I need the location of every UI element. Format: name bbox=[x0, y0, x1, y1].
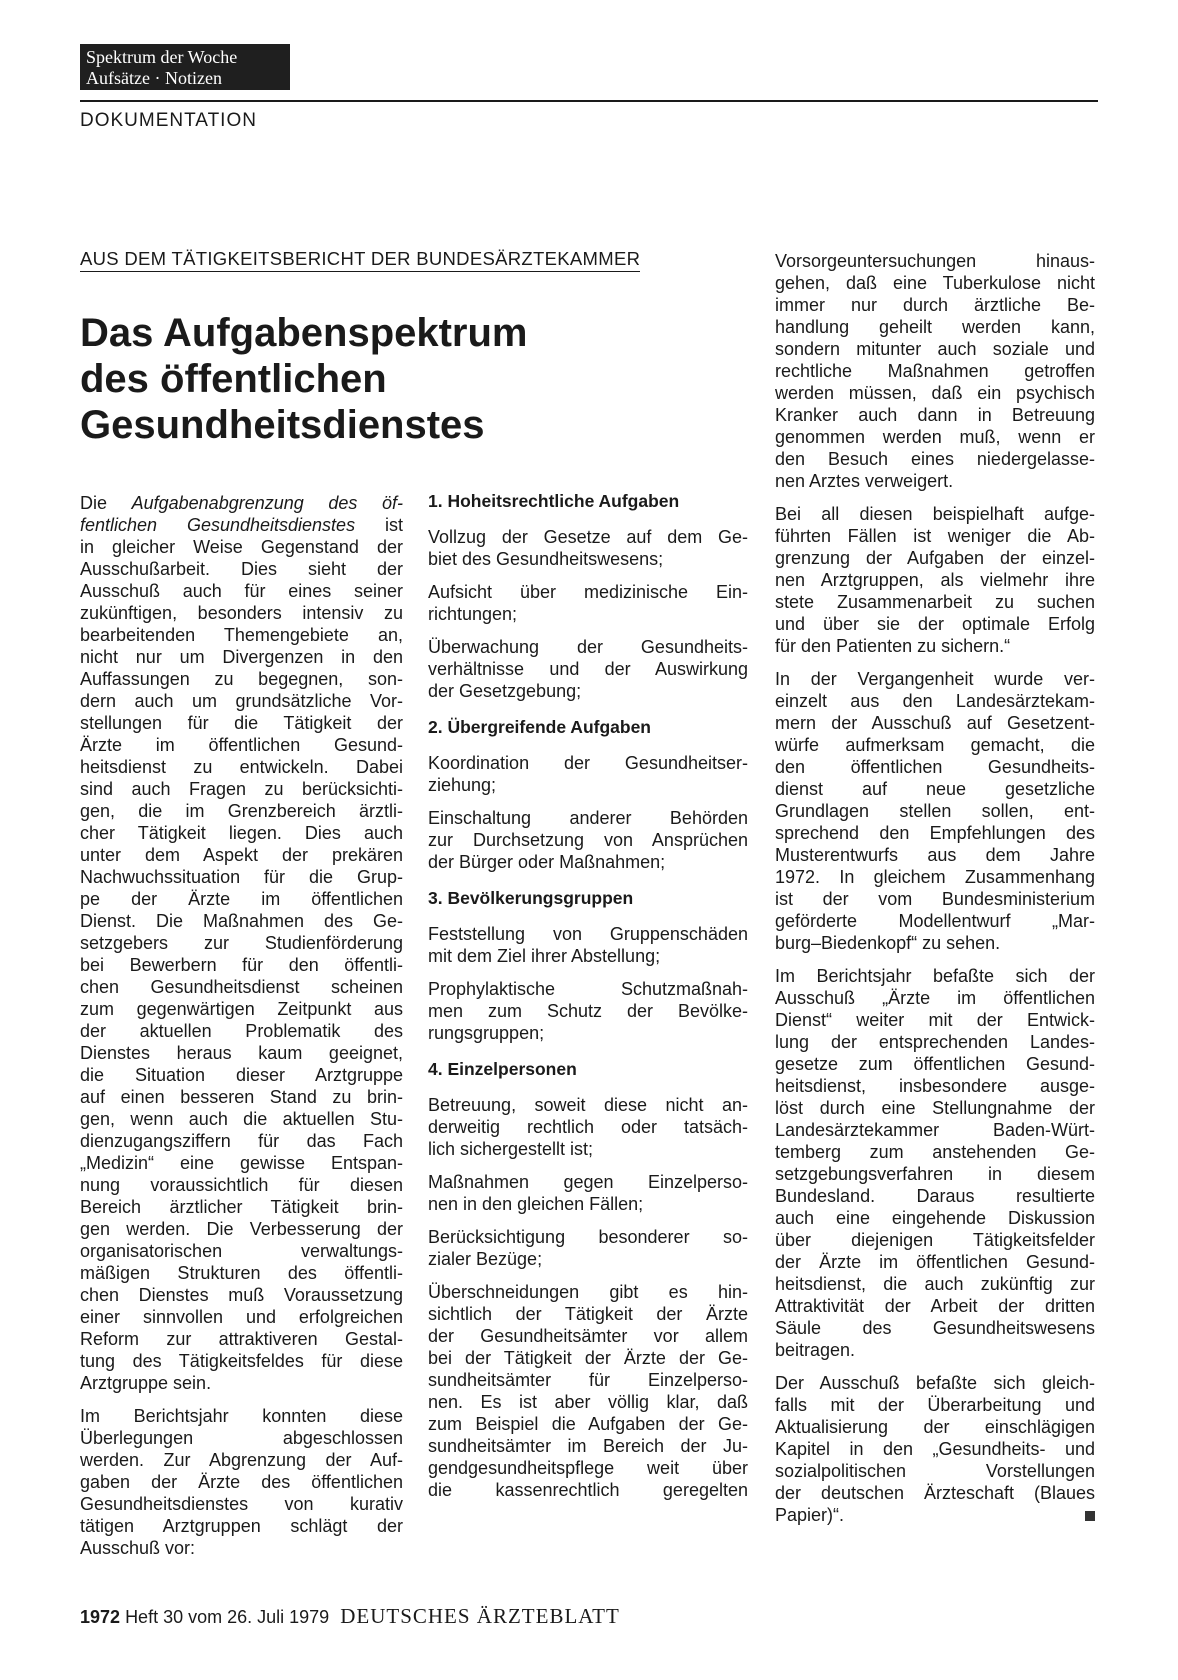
column-3 bbox=[775, 250, 1095, 1537]
heading-uebergreifende-aufgaben: 2. Übergreifende Aufgaben bbox=[428, 717, 651, 737]
text-line: sind auch Fragen zu berücksichti- bbox=[80, 779, 403, 799]
text-line: setzgebungsverfahren in diesem bbox=[775, 1164, 1095, 1184]
text-line: Vollzug der Gesetze auf dem Ge- bbox=[428, 527, 748, 547]
text-line: den öffentlichen Gesundheits- bbox=[775, 757, 1095, 777]
page-footer bbox=[80, 1604, 620, 1629]
end-of-article-square bbox=[1085, 1511, 1095, 1521]
col3-paragraph-1 bbox=[775, 250, 1095, 492]
text-line: Aufsicht über medizinische Ein- bbox=[428, 582, 748, 602]
title-line-1: Das Aufgabenspektrum bbox=[80, 311, 528, 355]
text-line: zukünftigen, besonders intensiv zu bbox=[80, 603, 403, 623]
list-item bbox=[428, 752, 748, 796]
text-line: chen Dienstes muß Voraussetzung bbox=[80, 1285, 403, 1305]
text-line: beitragen. bbox=[775, 1340, 856, 1360]
text-line: immer nur durch ärztliche Be- bbox=[775, 295, 1095, 315]
heading-einzelpersonen: 4. Einzelpersonen bbox=[428, 1059, 577, 1079]
text-line: den Besuch eines niedergelasse- bbox=[775, 449, 1095, 469]
text-line: bei der Tätigkeit der Ärzte der Ge- bbox=[428, 1348, 748, 1368]
text-line: die kassenrechtlich geregelten bbox=[428, 1480, 748, 1500]
text-line: Bundesland. Daraus resultierte bbox=[775, 1186, 1095, 1206]
text-line: Betreuung, soweit diese nicht an- bbox=[428, 1095, 748, 1115]
header-rule bbox=[80, 100, 1098, 102]
list-item bbox=[428, 923, 748, 967]
text-line: Die Aufgabenabgrenzung des öf- bbox=[80, 493, 403, 513]
text-line: nen Arztgruppen, als vielmehr ihre bbox=[775, 570, 1095, 590]
text-line: temberg zum anstehenden Ge- bbox=[775, 1142, 1095, 1162]
text-line: Bereich ärztlicher Tätigkeit brin- bbox=[80, 1197, 403, 1217]
text-line: der Gesetzgebung; bbox=[428, 681, 582, 701]
text-line: nen in den gleichen Fällen; bbox=[428, 1194, 644, 1214]
text-line: cher Tätigkeit liegen. Dies auch bbox=[80, 823, 403, 843]
text-line: über diejenigen Tätigkeitsfelder bbox=[775, 1230, 1095, 1250]
text-line: Überwachung der Gesundheits- bbox=[428, 637, 748, 657]
text-line: einzelt aus den Landesärztekam- bbox=[775, 691, 1095, 711]
text-line: Prophylaktische Schutzmaßnah- bbox=[428, 979, 748, 999]
text-line: „Medizin“ eine gewisse Entspan- bbox=[80, 1153, 403, 1173]
text-line: nicht nur um Divergenzen in den bbox=[80, 647, 403, 667]
text-line: dern auch um grundsätzliche Vor- bbox=[80, 691, 403, 711]
text-line: werden müssen, daß ein psychisch bbox=[775, 383, 1095, 403]
text-line: ist der vom Bundesministerium bbox=[775, 889, 1095, 909]
text-line: der aktuellen Problematik des bbox=[80, 1021, 403, 1041]
text-line: mit dem Ziel ihrer Abstellung; bbox=[428, 946, 661, 966]
text-line: Ausschuß „Ärzte im öffentlichen bbox=[775, 988, 1095, 1008]
text-line: auch eine eingehende Diskussion bbox=[775, 1208, 1095, 1228]
text-line: der Ärzte im öffentlichen Gesund- bbox=[775, 1252, 1095, 1272]
text-line: löst durch eine Stellungnahme der bbox=[775, 1098, 1095, 1118]
col1-paragraph-1 bbox=[80, 492, 403, 1394]
text-line: Dienst. Die Maßnahmen des Ge- bbox=[80, 911, 403, 931]
text-line: Musterentwurfs aus dem Jahre bbox=[775, 845, 1095, 865]
text-line: gendgesundheitspflege weit über bbox=[428, 1458, 748, 1478]
text-line: würfe aufmerksam gemacht, die bbox=[775, 735, 1095, 755]
text-line: Gesundheitsdienstes von kurativ bbox=[80, 1494, 403, 1514]
list-item bbox=[428, 1171, 748, 1215]
text-line: lung der entsprechenden Landes- bbox=[775, 1032, 1095, 1052]
text-line: Ärzte im öffentlichen Gesund- bbox=[80, 735, 403, 755]
text-line: stete Zusammenarbeit zu suchen bbox=[775, 592, 1095, 612]
text-line: bearbeitenden Themengebiete an, bbox=[80, 625, 403, 645]
list-item bbox=[428, 1094, 748, 1160]
text-line: führten Fällen ist weniger die Ab- bbox=[775, 526, 1095, 546]
heading-bevoelkerungsgruppen: 3. Bevölkerungsgruppen bbox=[428, 888, 634, 908]
text-line: und über sie der optimale Erfolg bbox=[775, 614, 1095, 634]
text-line: burg–Biedenkopf“ zu sehen. bbox=[775, 933, 1001, 953]
text-line: sundheitsämter für Einzelperso- bbox=[428, 1370, 748, 1390]
text-line: mäßigen Strukturen des öffentli- bbox=[80, 1263, 403, 1283]
text-line: Aktualisierung der einschlägigen bbox=[775, 1417, 1095, 1437]
text-line: mern der Ausschuß auf Gesetzent- bbox=[775, 713, 1095, 733]
text-line: der Gesundheitsämter vor allem bbox=[428, 1326, 748, 1346]
section-label: DOKUMENTATION bbox=[80, 110, 257, 131]
heading-hoheitsrechtliche-aufgaben: 1. Hoheitsrechtliche Aufgaben bbox=[428, 491, 680, 511]
text-line: sichtlich der Tätigkeit der Ärzte bbox=[428, 1304, 748, 1324]
text-line: der deutschen Ärzteschaft (Blaues bbox=[775, 1483, 1095, 1503]
text-line: tung des Tätigkeitsfeldes für diese bbox=[80, 1351, 403, 1371]
text-line: auf einen besseren Stand zu brin- bbox=[80, 1087, 403, 1107]
text-line: heitsdienst zu entwickeln. Dabei bbox=[80, 757, 403, 777]
text-line: Ausschuß vor: bbox=[80, 1538, 196, 1558]
text-line: gesetze zum öffentlichen Gesund- bbox=[775, 1054, 1095, 1074]
text-line: Feststellung von Gruppenschäden bbox=[428, 924, 748, 944]
text-line: zur Durchsetzung von Ansprüchen bbox=[428, 830, 748, 850]
text-line: einer sinnvollen und erfolgreichen bbox=[80, 1307, 403, 1327]
text-line: Dienst“ weiter mit der Entwick- bbox=[775, 1010, 1095, 1030]
text-line: lich sichergestellt ist; bbox=[428, 1139, 594, 1159]
text-line: Vorsorgeuntersuchungen hinaus- bbox=[775, 251, 1095, 271]
text-line: Kranker auch dann in Betreuung bbox=[775, 405, 1095, 425]
text-line: sundheitsämter im Bereich der Ju- bbox=[428, 1436, 748, 1456]
text-line: nung voraussichtlich für diesen bbox=[80, 1175, 403, 1195]
list-item bbox=[428, 526, 748, 570]
text-line: sondern mitunter auch soziale und bbox=[775, 339, 1095, 359]
col3-paragraph-2 bbox=[775, 503, 1095, 657]
text-line: gen, die im Grenzbereich ärztli- bbox=[80, 801, 403, 821]
text-line: die Situation dieser Arztgruppe bbox=[80, 1065, 403, 1085]
col3-paragraph-5 bbox=[775, 1372, 1095, 1526]
col3-paragraph-3 bbox=[775, 668, 1095, 954]
col3-paragraph-4 bbox=[775, 965, 1095, 1361]
text-line: heitsdienst, insbesondere ausge- bbox=[775, 1076, 1095, 1096]
text-line: organisatorischen verwaltungs- bbox=[80, 1241, 403, 1261]
text-line: Attraktivität der Arbeit der dritten bbox=[775, 1296, 1095, 1316]
text-line: richtungen; bbox=[428, 604, 518, 624]
text-line: Nachwuchssituation für die Grup- bbox=[80, 867, 403, 887]
text-line: Überlegungen abgeschlossen bbox=[80, 1428, 403, 1448]
text-line: nen Arztes verweigert. bbox=[775, 471, 954, 491]
text-line: gaben der Ärzte des öffentlichen bbox=[80, 1472, 403, 1492]
text-line: gehen, daß eine Tuberkulose nicht bbox=[775, 273, 1095, 293]
article-title bbox=[80, 310, 680, 448]
text-line: derweitig rechtlich oder tatsäch- bbox=[428, 1117, 748, 1137]
list-item bbox=[428, 978, 748, 1044]
article-kicker: AUS DEM TÄTIGKEITSBERICHT DER BUNDESÄRZTEKAMMER bbox=[80, 248, 640, 272]
text-line: sozialpolitischen Vorstellungen bbox=[775, 1461, 1095, 1481]
text-line: Im Berichtsjahr konnten diese bbox=[80, 1406, 403, 1426]
list-item bbox=[428, 581, 748, 625]
text-line: Bei all diesen beispielhaft aufge- bbox=[775, 504, 1095, 524]
text-line: Landesärztekammer Baden-Würt- bbox=[775, 1120, 1095, 1140]
text-line: Kapitel in den „Gesundheits- und bbox=[775, 1439, 1095, 1459]
header-line-1: Spektrum der Woche bbox=[86, 47, 238, 67]
text-line: men zum Schutz der Bevölke- bbox=[428, 1001, 748, 1021]
text-line: Koordination der Gesundheitser- bbox=[428, 753, 748, 773]
text-line: genommen werden muß, wenn er bbox=[775, 427, 1095, 447]
text-line: 1972. In gleichem Zusammenhang bbox=[775, 867, 1095, 887]
page-number: 1972 bbox=[80, 1607, 121, 1627]
text-line: verhältnisse und der Auswirkung bbox=[428, 659, 748, 679]
text-line: Maßnahmen gegen Einzelperso- bbox=[428, 1172, 748, 1192]
list-item bbox=[428, 636, 748, 702]
text-line: Papier)“. bbox=[775, 1504, 1095, 1526]
text-line: in gleicher Weise Gegenstand der bbox=[80, 537, 403, 557]
text-line: Ausschußarbeit. Dies sieht der bbox=[80, 559, 403, 579]
title-line-2: des öffentlichen bbox=[80, 357, 387, 401]
text-line: pe der Ärzte im öffentlichen bbox=[80, 889, 403, 909]
list-item bbox=[428, 1226, 748, 1270]
list-item bbox=[428, 1281, 748, 1501]
column-1 bbox=[80, 492, 403, 1570]
text-line: sprechend den Empfehlungen des bbox=[775, 823, 1095, 843]
text-line: Berücksichtigung besonderer so- bbox=[428, 1227, 748, 1247]
text-line: Arztgruppe sein. bbox=[80, 1373, 212, 1393]
text-line: dienzugangsziffern für das Fach bbox=[80, 1131, 403, 1151]
text-line: gen, wenn auch die aktuellen Stu- bbox=[80, 1109, 403, 1129]
text-line: heitsdienst, die auch zukünftig zur bbox=[775, 1274, 1095, 1294]
text-line: werden. Zur Abgrenzung der Auf- bbox=[80, 1450, 403, 1470]
header-line-2: Aufsätze · Notizen bbox=[86, 68, 222, 88]
text-line: Im Berichtsjahr befaßte sich der bbox=[775, 966, 1095, 986]
text-line: tätigen Arztgruppen schlägt der bbox=[80, 1516, 403, 1536]
text-line: handlung geheilt werden kann, bbox=[775, 317, 1095, 337]
text-line: Einschaltung anderer Behörden bbox=[428, 808, 748, 828]
issue-info: Heft 30 vom 26. Juli 1979 bbox=[125, 1607, 330, 1627]
text-line: biet des Gesundheitswesens; bbox=[428, 549, 664, 569]
text-line: Der Ausschuß befaßte sich gleich- bbox=[775, 1373, 1095, 1393]
text-line: zum Beispiel die Aufgaben der Ge- bbox=[428, 1414, 748, 1434]
text-line: bei Bewerbern für den öffentli- bbox=[80, 955, 403, 975]
publication-name: DEUTSCHES ÄRZTEBLATT bbox=[340, 1604, 620, 1628]
text-line: gen werden. Die Verbesserung der bbox=[80, 1219, 403, 1239]
text-line: Reform zur attraktiveren Gestal- bbox=[80, 1329, 403, 1349]
text-line: Überschneidungen gibt es hin- bbox=[428, 1282, 748, 1302]
text-line: zialer Bezüge; bbox=[428, 1249, 543, 1269]
list-item bbox=[428, 807, 748, 873]
text-line: ziehung; bbox=[428, 775, 497, 795]
text-line: rungsgruppen; bbox=[428, 1023, 545, 1043]
text-line: rechtliche Maßnahmen getroffen bbox=[775, 361, 1095, 381]
text-line: chen Gesundheitsdienst scheinen bbox=[80, 977, 403, 997]
column-2 bbox=[428, 490, 748, 1512]
text-line: nen. Es ist aber völlig klar, daß bbox=[428, 1392, 748, 1412]
text-line: grenzung der Aufgaben der einzel- bbox=[775, 548, 1095, 568]
text-line: setzgebers zur Studienförderung bbox=[80, 933, 403, 953]
text-line: zum gegenwärtigen Zeitpunkt aus bbox=[80, 999, 403, 1019]
text-line: für den Patienten zu sichern.“ bbox=[775, 636, 1011, 656]
text-line: fentlichen Gesundheitsdienstes ist bbox=[80, 515, 403, 535]
text-line: der Bürger oder Maßnahmen; bbox=[428, 852, 666, 872]
text-line: dienst auf neue gesetzliche bbox=[775, 779, 1095, 799]
text-line: Ausschuß auch für eines seiner bbox=[80, 581, 403, 601]
text-line: Grundlagen stellen sollen, ent- bbox=[775, 801, 1095, 821]
text-line: In der Vergangenheit wurde ver- bbox=[775, 669, 1095, 689]
col1-paragraph-2 bbox=[80, 1405, 403, 1559]
text-line: falls mit der Überarbeitung und bbox=[775, 1395, 1095, 1415]
text-line: Auffassungen zu begegnen, son- bbox=[80, 669, 403, 689]
section-header-box bbox=[80, 44, 290, 90]
text-line: Säule des Gesundheitswesens bbox=[775, 1318, 1095, 1338]
text-line: stellungen für die Tätigkeit der bbox=[80, 713, 403, 733]
text-line: Dienstes heraus kaum geeignet, bbox=[80, 1043, 403, 1063]
title-line-3: Gesundheitsdienstes bbox=[80, 403, 485, 447]
text-line: geförderte Modellentwurf „Mar- bbox=[775, 911, 1095, 931]
text-line: unter dem Aspekt der prekären bbox=[80, 845, 403, 865]
